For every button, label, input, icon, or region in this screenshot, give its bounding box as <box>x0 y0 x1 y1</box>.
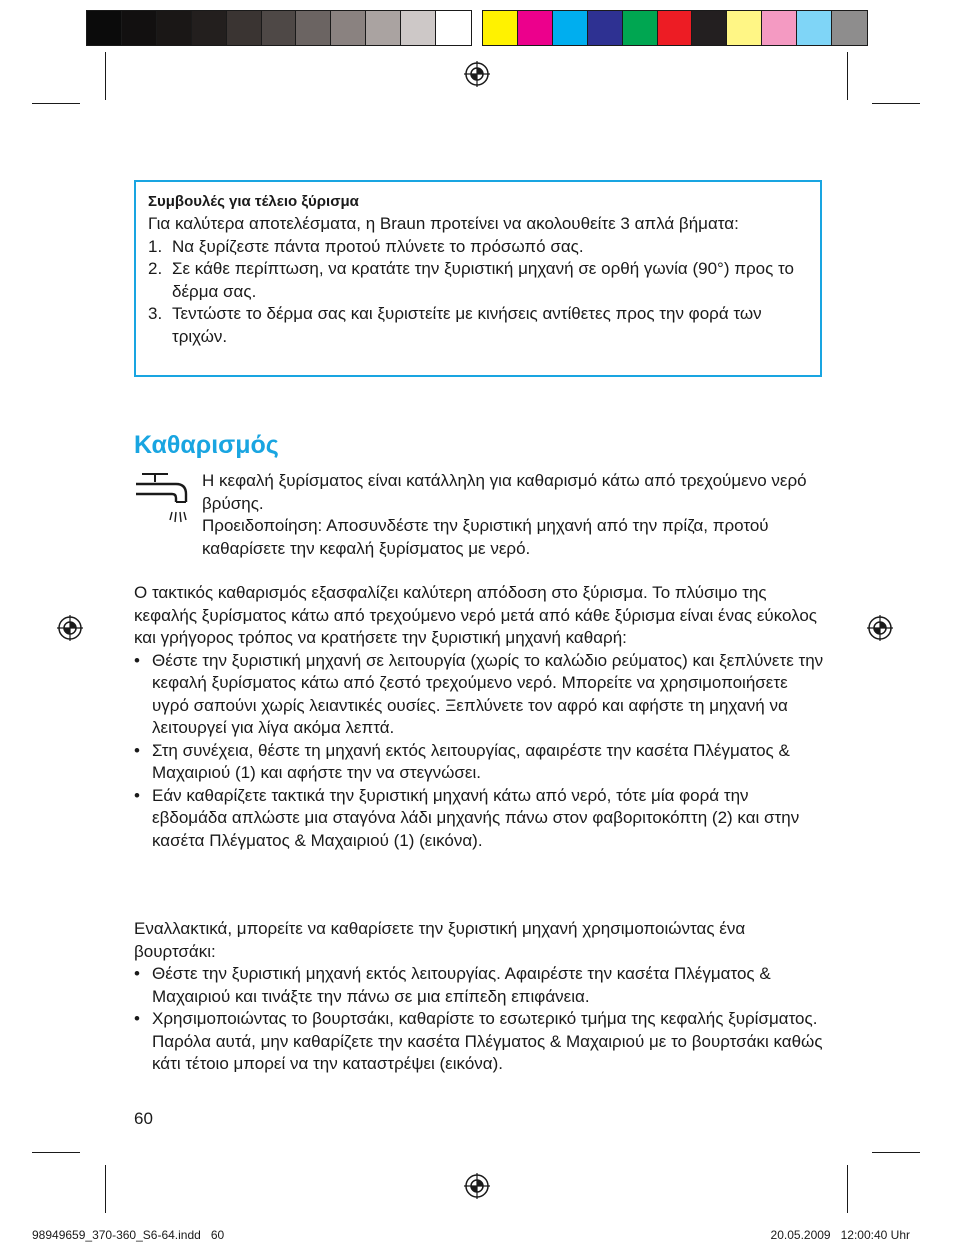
calibration-swatch <box>588 11 623 45</box>
list-text: Τεντώστε το δέρμα σας και ξυριστείτε με κινήσεις αντίθετες προς την φορά των τριχών. <box>172 304 762 346</box>
crop-mark <box>872 1152 920 1153</box>
bullet: • <box>134 650 140 670</box>
tips-title: Συμβουλές για τέλειο ξύρισμα <box>148 193 359 210</box>
bullet: • <box>134 964 140 983</box>
shaving-tips-box <box>134 180 822 377</box>
color-calibration-bar <box>482 10 868 46</box>
footer-timestamp: 20.05.2009 12:00:40 Uhr <box>770 1228 910 1242</box>
icon-text-block <box>202 470 822 560</box>
calibration-swatch <box>436 11 471 45</box>
calibration-swatch <box>797 11 832 45</box>
calibration-swatch <box>762 11 797 45</box>
list-item <box>148 236 808 259</box>
crop-mark <box>847 52 848 100</box>
list-text: Στη συνέχεια, θέστε τη μηχανή εκτός λειτουργίας, αφαιρέστε την κασέτα Πλέγματος & Μαχαιριού (1) και αφήστε την να στεγνώσει. <box>152 740 790 782</box>
registration-mark-icon <box>57 615 83 641</box>
tips-intro: Για καλύτερα αποτελέσματα, η Braun προτείνει να ακολουθείτε 3 απλά βήματα: <box>148 214 739 233</box>
calibration-swatch <box>658 11 693 45</box>
calibration-swatch <box>87 11 122 45</box>
calibration-swatch <box>518 11 553 45</box>
calibration-swatch <box>227 11 262 45</box>
calibration-swatch <box>727 11 762 45</box>
alternative-cleaning-body <box>134 918 824 1076</box>
list-number: 1. <box>148 236 163 256</box>
calibration-swatch <box>553 11 588 45</box>
cleaning-body <box>134 582 824 852</box>
section-title: Καθαρισμός <box>134 431 279 459</box>
registration-mark-icon <box>464 61 490 87</box>
list-text: Εάν καθαρίζετε τακτικά την ξυριστική μηχανή κάτω από νερό, τότε μία φορά την εβδομάδα απλώστε μια σταγόνα λάδι μηχανής πάνω στον φαβοριτοκόπτη (2) και στην κασέτα Πλέγματος & Μαχαιριού (1) (εικόνα). <box>152 785 800 850</box>
list-number: 2. <box>148 259 163 278</box>
list-text: Θέστε την ξυριστική μηχανή σε λειτουργία (χωρίς το καλώδιο ρεύματος) και ξεπλύνετε την κεφαλή ξυρίσματος κάτω από ζεστό τρεχούμενο νερό. Μπορείτε να χρησιμοποιήσετε υγρό σαπούνι χωρίς λειαντικές ουσίες. Ξεπλύνετε τον αφρό και αφήστε τη μηχανή να λειτουργεί για λίγα ακόμα λεπτά. <box>152 650 824 737</box>
calibration-swatch <box>366 11 401 45</box>
calibration-swatch <box>262 11 297 45</box>
list-item <box>134 1008 824 1076</box>
list-text: Να ξυρίζεστε πάντα προτού πλύνετε το πρόσωπό σας. <box>172 236 584 256</box>
calibration-swatch <box>483 11 518 45</box>
list-text: Θέστε την ξυριστική μηχανή εκτός λειτουργίας. Αφαιρέστε την κασέτα Πλέγματος & Μαχαιριού και τινάξτε την πάνω σε μια επίπεδη επιφάνεια. <box>152 964 771 1006</box>
footer-file-info: 98949659_370-360_S6-64.indd 60 <box>32 1228 225 1242</box>
list-item <box>134 740 824 785</box>
list-item <box>134 650 824 740</box>
paragraph: Εναλλακτικά, μπορείτε να καθαρίσετε την ξυριστική μηχανή χρησιμοποιώντας ένα βουρτσάκι: <box>134 919 746 961</box>
list-text: Σε κάθε περίπτωση, να κρατάτε την ξυριστική μηχανή σε ορθή γωνία (90°) προς το δέρμα σας. <box>172 259 794 301</box>
bullet: • <box>134 1009 140 1028</box>
list-item <box>134 785 824 853</box>
calibration-swatch <box>296 11 331 45</box>
registration-mark-icon <box>464 1173 490 1199</box>
list-number: 3. <box>148 304 163 323</box>
crop-mark <box>32 103 80 104</box>
calibration-swatch <box>192 11 227 45</box>
page-number: 60 <box>134 1109 153 1128</box>
icon-paragraph: Η κεφαλή ξυρίσματος είναι κατάλληλη για καθαρισμό κάτω από τρεχούμενο νερό βρύσης. <box>202 471 807 513</box>
calibration-swatch <box>692 11 727 45</box>
crop-mark <box>105 1165 106 1213</box>
bullet: • <box>134 740 140 760</box>
calibration-swatch <box>401 11 436 45</box>
calibration-swatch <box>832 11 867 45</box>
crop-mark <box>847 1165 848 1213</box>
water-tap-icon <box>134 470 192 526</box>
calibration-swatch <box>157 11 192 45</box>
grayscale-calibration-bar <box>86 10 472 46</box>
calibration-swatch <box>623 11 658 45</box>
list-item <box>134 963 824 1008</box>
crop-mark <box>32 1152 80 1153</box>
crop-mark <box>872 103 920 104</box>
crop-mark <box>105 52 106 100</box>
registration-mark-icon <box>867 615 893 641</box>
list-item <box>148 258 808 303</box>
calibration-swatch <box>122 11 157 45</box>
bullet: • <box>134 785 140 805</box>
list-item <box>148 303 808 348</box>
list-text: Χρησιμοποιώντας το βουρτσάκι, καθαρίστε το εσωτερικό τμήμα της κεφαλής ξυρίσματος. Παρόλα αυτά, μην καθαρίζετε την κασέτα Πλέγματος & Μαχαιριού με το βουρτσάκι καθώς κάτι τέτοιο μπορεί να την καταστρέψει (εικόνα). <box>152 1009 823 1073</box>
warning-paragraph: Προειδοποίηση: Αποσυνδέστε την ξυριστική μηχανή από την πρίζα, προτού καθαρίσετε την κεφαλή ξυρίσματος με νερό. <box>202 516 769 558</box>
calibration-swatch <box>331 11 366 45</box>
paragraph: Ο τακτικός καθαρισμός εξασφαλίζει καλύτερη απόδοση στο ξύρισμα. Το πλύσιμο της κεφαλής ξυρίσματος κάτω από τρεχούμενο νερό μετά από κάθε ξύρισμα είναι ένας εύκολος και γρήγορος τρόπος να κρατήσετε την ξυριστική μηχανή καθαρή: <box>134 583 818 647</box>
